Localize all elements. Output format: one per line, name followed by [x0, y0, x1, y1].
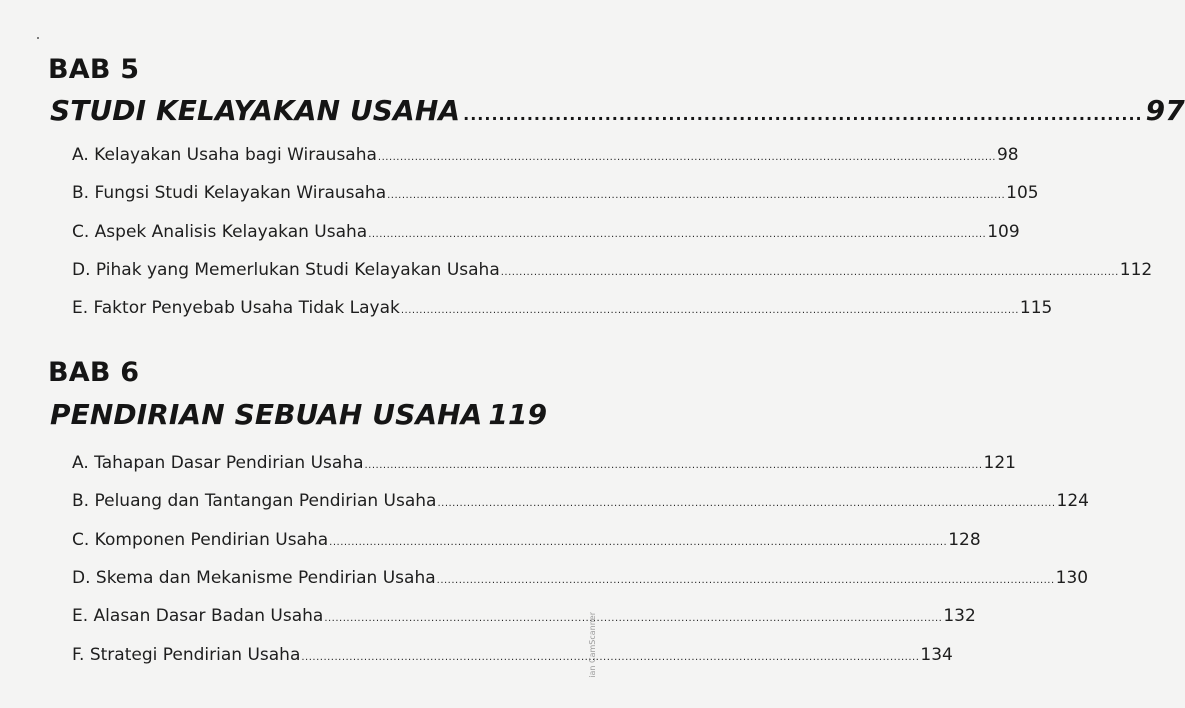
- dot-leader: ........................................................................................................................................................................: [368, 229, 987, 240]
- dot-leader: ........................................................................................................................................................................: [436, 575, 1055, 586]
- chapter-title: STUDI KELAYAKAN USAHA: [50, 94, 461, 127]
- chapter-page-number: 119: [488, 398, 548, 431]
- toc-entry-text: D. Skema dan Mekanisme Pendirian Usaha: [72, 568, 436, 588]
- toc-entry: [72, 453, 1016, 473]
- dot-leader: ................................................................................................: [463, 105, 1143, 124]
- toc-entry-text: A. Tahapan Dasar Pendirian Usaha: [72, 453, 364, 473]
- toc-entry-text: C. Aspek Analisis Kelayakan Usaha: [72, 222, 368, 242]
- toc-entry-page: 130: [1055, 568, 1089, 588]
- scanner-watermark: ian CamScanner: [588, 612, 597, 678]
- dot-leader: ........................................................................................................................................................................: [400, 305, 1019, 316]
- toc-entry-page: 112: [1119, 260, 1153, 280]
- scan-speck: [37, 37, 39, 39]
- chapter-title-row-bab-5: [50, 94, 1185, 127]
- toc-entry-text: E. Faktor Penyebab Usaha Tidak Layak: [72, 298, 400, 318]
- toc-entry-text: B. Fungsi Studi Kelayakan Wirausaha: [72, 183, 387, 203]
- toc-entry-page: 115: [1019, 298, 1053, 318]
- toc-entry: [72, 260, 1153, 280]
- chapter-title: PENDIRIAN SEBUAH USAHA: [50, 398, 483, 431]
- toc-entry: [72, 491, 1089, 511]
- toc-entry-page: 134: [920, 645, 953, 665]
- toc-entry: [72, 606, 976, 626]
- dot-leader: ........................................................................................................................................................................: [364, 460, 983, 471]
- toc-entry: [72, 530, 981, 550]
- chapter-label-bab-5: BAB 5: [48, 54, 140, 85]
- chapter-title-row-bab-6: [50, 398, 548, 431]
- toc-entry: [72, 645, 953, 665]
- toc-entry-page: 109: [987, 222, 1020, 242]
- dot-leader: ........................................................................................................................................................................: [377, 152, 996, 163]
- toc-entry-text: D. Pihak yang Memerlukan Studi Kelayakan Usaha: [72, 260, 500, 280]
- toc-entry-page: 98: [996, 145, 1019, 165]
- toc-entry: [72, 298, 1053, 318]
- toc-entry-text: F. Strategi Pendirian Usaha: [72, 645, 301, 665]
- chapter-page-number: 97: [1145, 94, 1185, 127]
- dot-leader: ........................................................................................................................................................................: [301, 652, 920, 663]
- dot-leader: ........................................................................................................................................................................: [500, 267, 1119, 278]
- toc-entry-page: 124: [1056, 491, 1089, 511]
- toc-entry-page: 128: [948, 530, 981, 550]
- toc-entry-text: B. Peluang dan Tantangan Pendirian Usaha: [72, 491, 437, 511]
- toc-entry: [72, 222, 1020, 242]
- toc-entry: [72, 568, 1089, 588]
- toc-entry-text: E. Alasan Dasar Badan Usaha: [72, 606, 324, 626]
- toc-entry-text: A. Kelayakan Usaha bagi Wirausaha: [72, 145, 377, 165]
- dot-leader: ........................................................................................................................................................................: [387, 190, 1006, 201]
- toc-entry: [72, 145, 1019, 165]
- toc-entry-page: 105: [1006, 183, 1039, 203]
- dot-leader: ........................................................................................................................................................................: [329, 537, 948, 548]
- toc-entry: [72, 183, 1039, 203]
- chapter-label-bab-6: BAB 6: [48, 357, 140, 388]
- toc-entry-page: 132: [943, 606, 976, 626]
- dot-leader: ........................................................................................................................................................................: [437, 498, 1056, 509]
- toc-entry-text: C. Komponen Pendirian Usaha: [72, 530, 329, 550]
- dot-leader: ........................................................................................................................................................................: [324, 613, 943, 624]
- toc-entry-page: 121: [983, 453, 1016, 473]
